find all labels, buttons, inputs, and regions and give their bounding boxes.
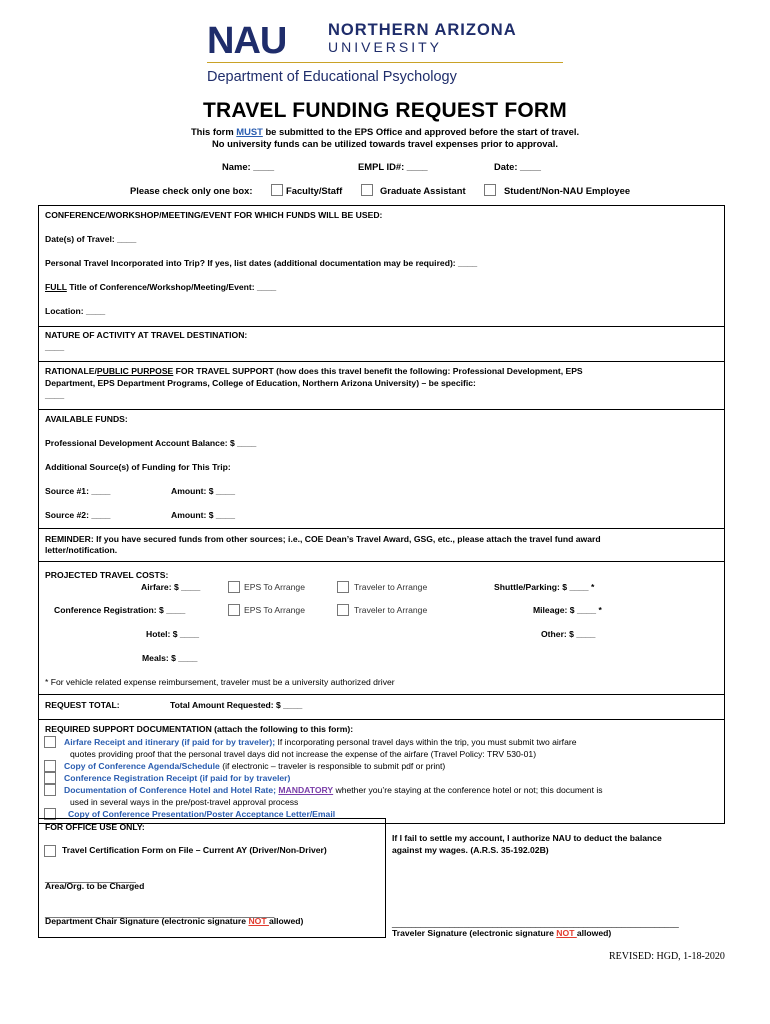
registration-eps-label: EPS To Arrange xyxy=(244,605,305,615)
student-label: Student/Non-NAU Employee xyxy=(504,185,631,196)
travel-dates-field[interactable]: Date(s) of Travel: ____ xyxy=(45,234,137,244)
intro-line-1: This form MUST be submitted to the EPS Office and approved before the start of travel. xyxy=(190,126,580,137)
travel-cert-label: Travel Certification Form on File – Current AY (Driver/Non-Driver) xyxy=(62,845,327,855)
authorization-line-1: If I fail to settle my account, I authorize NAU to deduct the balance xyxy=(392,833,662,843)
area-org-label: Area/Org. to be Charged xyxy=(45,881,145,891)
doc-agenda: Copy of Conference Agenda/Schedule (if electronic – traveler is responsible to submit pdf or print) xyxy=(64,761,446,771)
date-field[interactable]: Date: ____ xyxy=(494,161,541,172)
row-divider xyxy=(38,409,725,410)
funds-heading: AVAILABLE FUNDS: xyxy=(45,414,128,424)
source-2-field[interactable]: Source #2: ____ xyxy=(45,510,111,520)
mileage-field[interactable]: Mileage: $ ____ * xyxy=(533,605,602,615)
registration-traveler-checkbox[interactable] xyxy=(337,604,349,616)
amount-1-field[interactable]: Amount: $ ____ xyxy=(171,486,235,496)
airfare-traveler-checkbox[interactable] xyxy=(337,581,349,593)
graduate-assistant-label: Graduate Assistant xyxy=(380,185,466,196)
area-org-line[interactable]: ___________________ xyxy=(45,873,136,883)
authorization-line-2: against my wages. (A.R.S. 35-192.02B) xyxy=(392,845,549,855)
rationale-field[interactable]: ____ xyxy=(45,390,65,400)
airfare-eps-label: EPS To Arrange xyxy=(244,582,305,592)
account-balance-field[interactable]: Professional Development Account Balance: $ ____ xyxy=(45,438,257,448)
row-divider xyxy=(38,326,725,327)
must-link: MUST xyxy=(236,126,263,137)
other-field[interactable]: Other: $ ____ xyxy=(541,629,596,639)
airfare-field[interactable]: Airfare: $ ____ xyxy=(141,582,201,592)
hotel-field[interactable]: Hotel: $ ____ xyxy=(146,629,200,639)
conference-registration-field[interactable]: Conference Registration: $ ____ xyxy=(54,605,186,615)
traveler-signature-label: Traveler Signature (electronic signature NOT allowed) xyxy=(392,928,612,938)
rationale-line-2: Department, EPS Department Programs, College of Education, Northern Arizona University) – be specific: xyxy=(45,378,476,388)
doc-registration: Conference Registration Receipt (if paid for by traveler) xyxy=(64,773,291,783)
rationale-heading: RATIONALE/PUBLIC PURPOSE FOR TRAVEL SUPPORT (how does this travel benefit the following: Professional Development, EPS xyxy=(45,366,583,376)
faculty-staff-label: Faculty/Staff xyxy=(286,185,343,196)
chair-signature-label: Department Chair Signature (electronic signature NOT allowed) xyxy=(45,916,304,926)
registration-receipt-checkbox[interactable] xyxy=(44,772,56,784)
doc-hotel-line-2: used in several ways in the pre/post-travel approval process xyxy=(70,797,299,807)
airfare-traveler-label: Traveler to Arrange xyxy=(354,582,428,592)
faculty-staff-checkbox[interactable] xyxy=(271,184,283,196)
department-name: Department of Educational Psychology xyxy=(207,69,457,85)
row-divider xyxy=(38,528,725,529)
doc-acceptance: Copy of Conference Presentation/Poster Acceptance Letter/Email xyxy=(68,809,336,819)
empl-id-field[interactable]: EMPL ID#: ____ xyxy=(358,161,428,172)
total-amount-field[interactable]: Total Amount Requested: $ ____ xyxy=(170,700,303,710)
airfare-receipt-checkbox[interactable] xyxy=(44,736,56,748)
office-use-heading: FOR OFFICE USE ONLY: xyxy=(45,822,145,832)
intro-line-2: No university funds can be utilized towards travel expenses prior to approval. xyxy=(212,138,558,149)
logo-line1: NORTHERN ARIZONA xyxy=(328,21,517,39)
conference-heading: CONFERENCE/WORKSHOP/MEETING/EVENT FOR WHICH FUNDS WILL BE USED: xyxy=(45,210,383,220)
airfare-eps-checkbox[interactable] xyxy=(228,581,240,593)
form-title: TRAVEL FUNDING REQUEST FORM xyxy=(203,99,567,122)
row-divider xyxy=(38,694,725,695)
check-one-label: Please check only one box: xyxy=(130,185,253,196)
student-checkbox[interactable] xyxy=(484,184,496,196)
amount-2-field[interactable]: Amount: $ ____ xyxy=(171,510,235,520)
docs-heading: REQUIRED SUPPORT DOCUMENTATION (attach the following to this form): xyxy=(45,724,354,734)
graduate-assistant-checkbox[interactable] xyxy=(361,184,373,196)
request-total-label: REQUEST TOTAL: xyxy=(45,700,120,710)
source-1-field[interactable]: Source #1: ____ xyxy=(45,486,111,496)
doc-airfare: Airfare Receipt and itinerary (if paid for by traveler); If incorporating personal travel days within the trip, you must submit two airfare xyxy=(64,737,577,747)
chair-signature-line[interactable]: ________________________________________________ xyxy=(45,908,275,918)
driver-note: * For vehicle related expense reimbursement, traveler must be a university authorized driver xyxy=(45,677,395,687)
location-field[interactable]: Location: ____ xyxy=(45,306,106,316)
logo-letters: NAU xyxy=(207,20,287,62)
nature-field[interactable]: ____ xyxy=(45,342,65,352)
logo-line2: UNIVERSITY xyxy=(328,39,443,55)
reminder-line-2: letter/notification. xyxy=(45,545,118,555)
travel-cert-checkbox[interactable] xyxy=(44,845,56,857)
row-divider xyxy=(38,719,725,720)
registration-eps-checkbox[interactable] xyxy=(228,604,240,616)
revised-note: REVISED: HGD, 1-18-2020 xyxy=(609,951,725,962)
full-title-field[interactable]: FULL Title of Conference/Workshop/Meeting/Event: ____ xyxy=(45,282,277,292)
name-field[interactable]: Name: ____ xyxy=(222,161,275,172)
logo-divider xyxy=(207,62,563,63)
row-divider xyxy=(38,561,725,562)
reminder-line-1: REMINDER: If you have secured funds from other sources; i.e., COE Dean’s Travel Award, GSG, etc., please attach the travel fund award xyxy=(45,534,601,544)
meals-field[interactable]: Meals: $ ____ xyxy=(142,653,198,663)
personal-travel-field[interactable]: Personal Travel Incorporated into Trip? If yes, list dates (additional documentation may be required): ____ xyxy=(45,258,478,268)
additional-sources-label: Additional Source(s) of Funding for This Trip: xyxy=(45,462,231,472)
doc-airfare-line-2: quotes providing proof that the personal travel days did not increase the expense of the airfare (Travel Policy: TRV 530-01) xyxy=(70,749,537,759)
shuttle-parking-field[interactable]: Shuttle/Parking: $ ____ * xyxy=(494,582,595,592)
nature-heading: NATURE OF ACTIVITY AT TRAVEL DESTINATION: xyxy=(45,330,248,340)
doc-hotel: Documentation of Conference Hotel and Hotel Rate; MANDATORY whether you’re staying at the conference hotel or not; this document is xyxy=(64,785,603,795)
row-divider xyxy=(38,361,725,362)
agenda-checkbox[interactable] xyxy=(44,760,56,772)
registration-traveler-label: Traveler to Arrange xyxy=(354,605,428,615)
hotel-doc-checkbox[interactable] xyxy=(44,784,56,796)
projected-heading: PROJECTED TRAVEL COSTS: xyxy=(45,570,169,580)
traveler-signature-line[interactable]: ____________________________________________________________ xyxy=(392,918,679,928)
